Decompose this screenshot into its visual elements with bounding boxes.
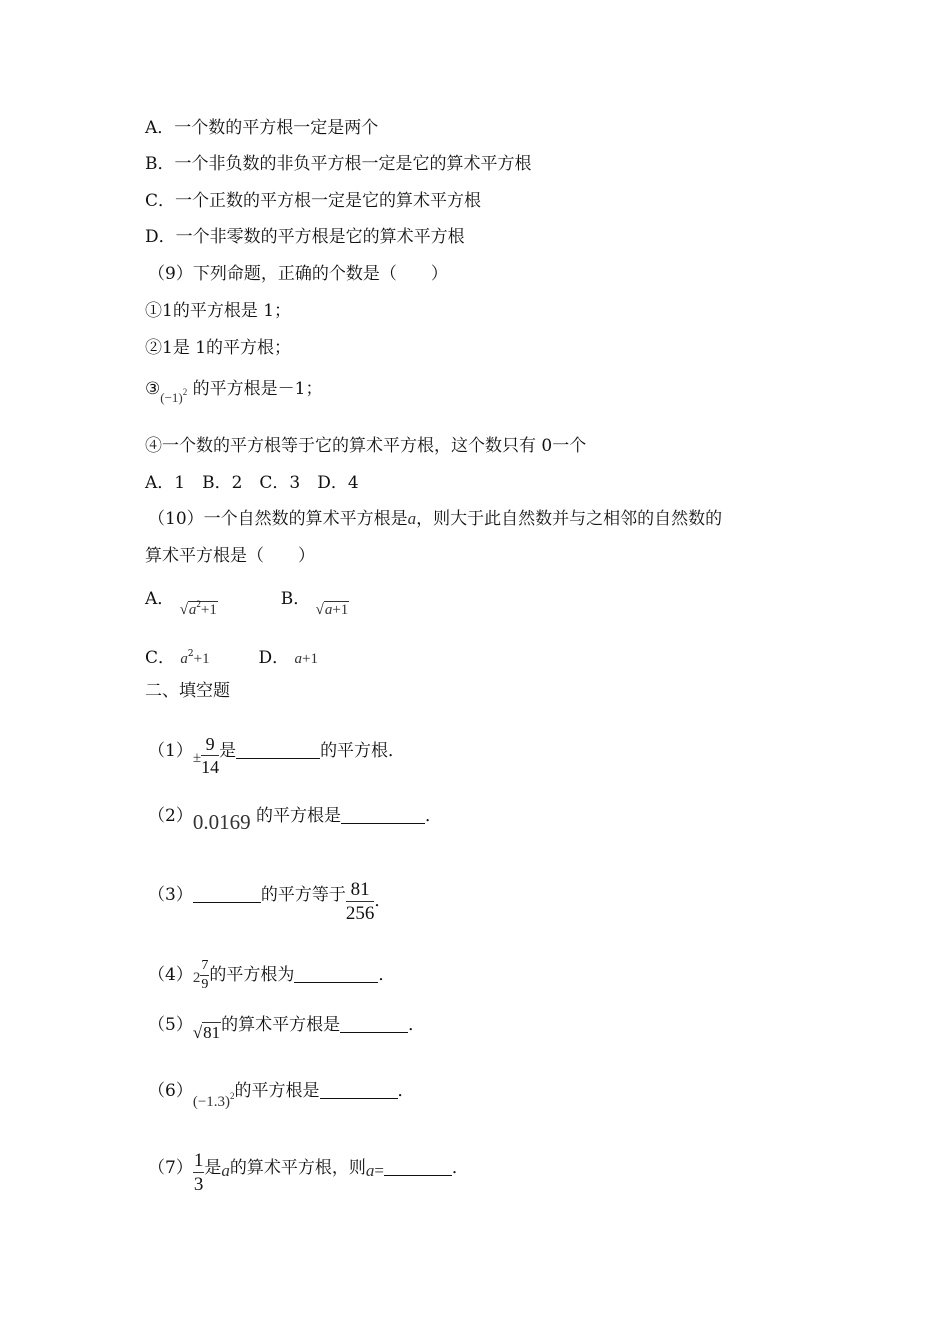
fill-7-var: a — [221, 1161, 230, 1180]
q10-opt-c-label: C． — [145, 648, 176, 668]
fill-3 — [148, 872, 392, 924]
fill-6-base: (−1.3) — [192, 1094, 231, 1110]
q9-options: A．1 B．2 C．3 D．4 — [145, 473, 359, 493]
fill-2-blank[interactable] — [341, 823, 425, 824]
q8-option-a: A．一个数的平方根一定是两个 — [145, 118, 379, 138]
fill-4-denominator: 9 — [201, 977, 209, 992]
q10-opt-a-var: a — [188, 602, 197, 618]
q9-stem: （9）下列命题，正确的个数是（ ） — [148, 264, 448, 284]
q10-opt-a-expr: $√a^2+1$ — [179, 599, 217, 618]
fill-5-tail: 的算术平方根是 — [221, 1015, 341, 1035]
q10-opt-b-label: B． — [280, 589, 311, 609]
q10-options-cd — [145, 643, 318, 670]
fill-4-blank[interactable] — [294, 982, 378, 983]
fill-5-end: ． — [408, 1015, 426, 1035]
q10-opt-d-expr — [294, 649, 317, 667]
q10-var-a: a — [407, 509, 417, 528]
q10-opt-b-plus: +1 — [332, 602, 349, 618]
fill-3-denominator: 256 — [345, 903, 375, 924]
q8-option-d: D．一个非零数的平方根是它的算术平方根 — [145, 227, 465, 247]
fill-7-end: ． — [451, 1158, 469, 1178]
fill-7-mid2: 的算术平方根，则 — [229, 1158, 366, 1178]
fill-3-blank[interactable] — [193, 902, 261, 903]
q10-opt-a-label: A． — [145, 589, 175, 609]
q10-opt-b-expr: √a+1 — [315, 602, 349, 618]
fill-6-exp: 2 — [230, 1091, 235, 1101]
fill-7-fraction — [193, 1151, 205, 1194]
fill-4 — [148, 955, 395, 996]
q9-item-3-base: (−1) — [160, 390, 183, 405]
fill-5-radicand: 81 — [203, 1023, 221, 1042]
q10-opt-a-sq: 2 — [196, 599, 201, 609]
q10-stem-a: （10）一个自然数的算术平方根是 — [148, 509, 408, 529]
q9-item-4: ④一个数的平方根等于它的算术平方根，这个数只有 0一个 — [145, 436, 587, 456]
fill-4-whole: 2 — [192, 970, 201, 986]
fill-1-pm: ± — [192, 750, 202, 766]
q10-opt-d-label: D． — [258, 648, 290, 668]
q10-options-ab — [145, 583, 349, 618]
fill-2-value: 0.0169 — [192, 810, 251, 834]
fill-6-tail: 的平方根是 — [234, 1081, 320, 1101]
fill-3-num: （3） — [148, 885, 193, 905]
fill-1-fraction — [201, 735, 219, 776]
fill-4-tail: 的平方根为 — [209, 965, 295, 985]
fill-7-mid: 是 — [204, 1158, 222, 1178]
q9-item-3-expr — [160, 387, 188, 405]
fill-5-blank[interactable] — [340, 1032, 408, 1033]
fill-5 — [148, 1014, 426, 1042]
fill-1 — [148, 728, 405, 775]
fill-6-blank[interactable] — [320, 1098, 398, 1099]
fill-7-eq: = — [374, 1161, 384, 1180]
fill-4-fraction — [200, 959, 209, 992]
q10-stem-b: ，则大于此自然数并与之相邻的自然数的 — [416, 509, 723, 529]
fill-4-end: ． — [378, 965, 396, 985]
q10-opt-c-sq: 2 — [187, 649, 194, 659]
q9-item-3 — [145, 373, 323, 405]
fill-7-numerator: 1 — [193, 1150, 204, 1171]
q10-stem-line2: 算术平方根是（ ） — [145, 546, 315, 566]
fill-1-tail: 的平方根． — [320, 741, 406, 761]
q10-opt-c-plus: +1 — [193, 651, 210, 667]
fill-5-sqrt: √81 — [192, 1023, 221, 1042]
fill-2-tail: 的平方根是 — [255, 806, 341, 826]
fill-2-end: ． — [424, 806, 442, 826]
fill-4-numerator: 7 — [200, 959, 209, 976]
q9-item-3-marker: ③ — [145, 379, 161, 399]
fill-6-num: （6） — [148, 1081, 193, 1101]
fill-7-num: （7） — [148, 1158, 193, 1178]
section-2-title: 二、填空题 — [145, 681, 230, 701]
fill-3-numerator: 81 — [346, 880, 375, 902]
fill-5-num: （5） — [148, 1015, 193, 1035]
q9-item-2: ②1是 1的平方根； — [145, 338, 292, 358]
fill-1-blank[interactable] — [236, 758, 320, 759]
q9-item-3-suffix: 的平方根是－1； — [192, 379, 323, 399]
fill-6-expr — [192, 1091, 235, 1110]
fill-2-num: （2） — [148, 806, 193, 826]
fill-7-blank[interactable] — [384, 1175, 452, 1176]
fill-6 — [148, 1075, 415, 1110]
q10-opt-b-var: a — [324, 602, 333, 618]
fill-2 — [148, 803, 442, 834]
q8-option-c: C．一个正数的平方根一定是它的算术平方根 — [145, 191, 482, 211]
fill-6-end: ． — [397, 1081, 415, 1101]
fill-7-var-2: a — [365, 1161, 375, 1180]
fill-1-numerator: 9 — [201, 735, 219, 756]
q10-opt-c-expr — [180, 649, 209, 667]
fill-3-end: ． — [374, 891, 392, 911]
fill-7 — [148, 1145, 469, 1195]
q10-opt-d-var: a — [294, 651, 302, 667]
fill-4-num: （4） — [148, 965, 193, 985]
fill-1-denominator: 14 — [201, 757, 220, 777]
fill-3-fraction — [346, 880, 375, 923]
fill-7-denominator: 3 — [193, 1174, 204, 1195]
q9-item-1: ①1的平方根是 1； — [145, 301, 292, 321]
fill-1-num: （1） — [148, 741, 193, 761]
q10-opt-c-var: a — [180, 651, 188, 667]
fill-3-mid: 的平方等于 — [260, 885, 346, 905]
q10-stem — [148, 508, 722, 530]
q8-option-b: B．一个非负数的非负平方根一定是它的算术平方根 — [145, 154, 532, 174]
q10-opt-a-plus: +1 — [200, 602, 217, 618]
q10-opt-d-plus: +1 — [301, 651, 318, 667]
q9-item-3-exp: 2 — [182, 387, 188, 397]
fill-1-mid: 是 — [219, 741, 237, 761]
